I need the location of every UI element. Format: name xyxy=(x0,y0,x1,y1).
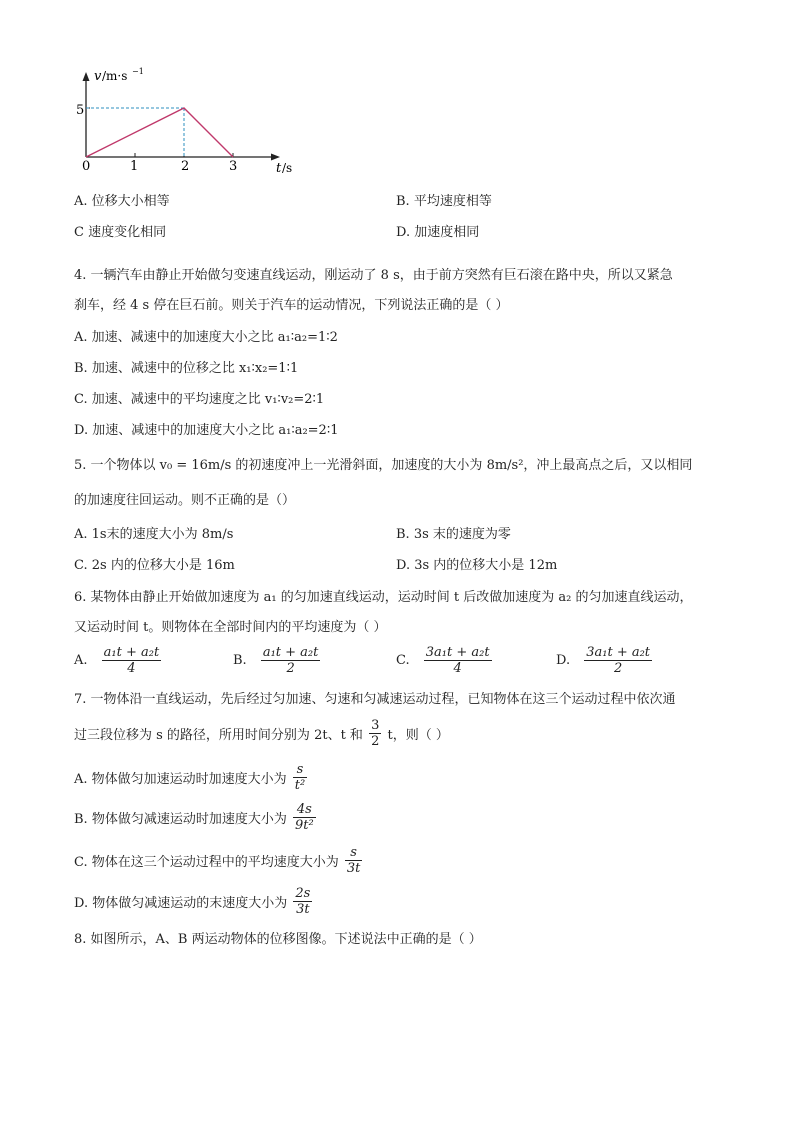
graph-x-axis-arrow xyxy=(271,154,280,161)
q4-option-a[interactable]: A. 加速、减速中的加速度大小之比 a₁∶a₂=1∶2 xyxy=(74,330,338,345)
q6-option-b-numerator: a₁t + a₂t xyxy=(262,645,319,660)
graph-xlabel-t: t xyxy=(276,161,282,176)
graph-xlabel-unit: /s xyxy=(282,161,293,175)
q7-option-a-numerator: s xyxy=(293,762,307,778)
q7-stem-fraction-numerator: 3 xyxy=(371,718,380,733)
q7-stem-fraction xyxy=(369,718,381,749)
q7-stem-line2 xyxy=(74,718,449,749)
q7-option-a-denominator: t² xyxy=(294,778,306,793)
q5-option-c[interactable]: C. 2s 内的位移大小是 16m xyxy=(74,558,235,573)
q7-stem-line2-tail: t，则（ ） xyxy=(387,728,449,743)
q3-option-a[interactable]: A. 位移大小相等 xyxy=(74,194,170,209)
q7-option-a-fraction xyxy=(293,762,307,793)
q7-option-d-fraction xyxy=(293,886,312,917)
q6-option-d-numerator: 3a₁t + a₂t xyxy=(586,645,651,660)
graph-x-tick-3: 3 xyxy=(229,159,238,174)
q5-option-a[interactable]: A. 1s末的速度大小为 8m/s xyxy=(74,527,234,542)
q6-option-c-fraction xyxy=(424,645,492,676)
q7-option-c-numerator: s xyxy=(345,845,363,861)
graph-ylabel-unit: /m·s xyxy=(102,69,128,83)
q5-option-b[interactable]: B. 3s 末的速度为零 xyxy=(396,527,511,542)
q6-option-a-numerator: a₁t + a₂t xyxy=(103,645,160,660)
q7-option-c-text: C. 物体在这三个运动过程中的平均速度大小为 xyxy=(74,855,339,870)
velocity-time-graph xyxy=(68,66,298,178)
q6-option-c-numerator: 3a₁t + a₂t xyxy=(425,645,490,660)
q7-option-c[interactable] xyxy=(74,845,364,876)
q7-option-a-text: A. 物体做匀加速运动时加速度大小为 xyxy=(74,772,287,787)
q7-option-d-text: D. 物体做匀减速运动的末速度大小为 xyxy=(74,896,288,911)
q7-stem-fraction-denominator: 2 xyxy=(371,734,380,749)
q6-option-b-label: B. xyxy=(233,653,247,668)
q3-option-c[interactable]: C 速度变化相同 xyxy=(74,225,167,240)
graph-axes xyxy=(83,72,281,161)
q6-option-b[interactable] xyxy=(233,645,322,676)
q7-option-c-denominator: 3t xyxy=(346,861,361,876)
q5-stem-line1: 5. 一个物体以 v₀ = 16m/s 的初速度冲上一光滑斜面，加速度的大小为 8m/s²，冲上最高点之后，又以相同 xyxy=(74,458,693,473)
q7-option-c-fraction xyxy=(345,845,363,876)
q7-option-b-denominator: 9t² xyxy=(294,818,314,833)
q6-option-d-fraction xyxy=(584,645,652,676)
q7-option-b[interactable] xyxy=(74,802,318,833)
q7-option-d[interactable] xyxy=(74,886,314,917)
graph-ylabel-v: v xyxy=(94,69,102,84)
graph-velocity-line xyxy=(86,108,233,157)
q6-option-d-denominator: 2 xyxy=(614,661,623,676)
graph-x-tick-2: 2 xyxy=(181,159,190,174)
q7-option-b-numerator: 4s xyxy=(293,802,316,818)
q6-stem-line2: 又运动时间 t。则物体在全部时间内的平均速度为（ ） xyxy=(74,620,387,635)
q6-option-b-denominator: 2 xyxy=(286,661,295,676)
q5-stem-line2: 的加速度往回运动。则不正确的是（） xyxy=(74,493,296,508)
q6-option-a-denominator: 4 xyxy=(127,661,136,676)
q6-stem-line1: 6. 某物体由静止开始做加速度为 a₁ 的匀加速直线运动，运动时间 t 后改做加速度为 a₂ 的匀加速直线运动， xyxy=(74,590,693,605)
q6-option-a-fraction xyxy=(102,645,162,676)
q7-stem-line1: 7. 一物体沿一直线运动，先后经过匀加速、匀速和匀减速运动过程，已知物体在这三个运动过程中依次通 xyxy=(74,692,676,707)
q6-option-b-fraction xyxy=(261,645,321,676)
graph-y-tick-5: 5 xyxy=(76,103,85,118)
q7-option-d-denominator: 3t xyxy=(296,902,310,917)
q4-option-d[interactable]: D. 加速、减速中的加速度大小之比 a₁∶a₂=2∶1 xyxy=(74,423,339,438)
q7-option-d-numerator: 2s xyxy=(295,886,311,901)
q8-stem-line1: 8. 如图所示，A、B 两运动物体的位移图像。下述说法中正确的是（ ） xyxy=(74,932,482,947)
q6-option-d-label: D. xyxy=(556,653,571,668)
q6-option-a[interactable] xyxy=(74,645,163,676)
q7-option-b-text: B. 物体做匀减速运动时加速度大小为 xyxy=(74,812,287,827)
q6-option-c-label: C. xyxy=(396,653,410,668)
q7-option-b-fraction xyxy=(293,802,316,833)
q6-option-a-label: A. xyxy=(74,653,88,668)
graph-x-tick-0: 0 xyxy=(82,159,91,174)
q4-option-b[interactable]: B. 加速、减速中的位移之比 x₁∶x₂=1∶1 xyxy=(74,361,299,376)
q3-option-b[interactable]: B. 平均速度相等 xyxy=(396,194,492,209)
q6-option-c[interactable] xyxy=(396,645,494,676)
graph-x-tick-1: 1 xyxy=(130,159,139,174)
q7-stem-line2-text: 过三段位移为 s 的路径，所用时间分别为 2t、t 和 xyxy=(74,728,363,743)
q4-stem-line1: 4. 一辆汽车由静止开始做匀变速直线运动，刚运动了 8 s，由于前方突然有巨石滚在路中央，所以又紧急 xyxy=(74,268,673,283)
graph-y-axis-arrow xyxy=(83,72,90,81)
q5-option-d[interactable]: D. 3s 内的位移大小是 12m xyxy=(396,558,558,573)
q4-stem-line2: 刹车，经 4 s 停在巨石前。则关于汽车的运动情况，下列说法正确的是（ ） xyxy=(74,298,509,313)
graph-ylabel-exponent: −1 xyxy=(132,67,144,76)
q6-option-d[interactable] xyxy=(556,645,654,676)
q7-option-a[interactable] xyxy=(74,762,309,793)
q3-option-d[interactable]: D. 加速度相同 xyxy=(396,225,480,240)
q6-option-c-denominator: 4 xyxy=(453,661,462,676)
q4-option-c[interactable]: C. 加速、减速中的平均速度之比 v₁∶v₂=2∶1 xyxy=(74,392,325,407)
